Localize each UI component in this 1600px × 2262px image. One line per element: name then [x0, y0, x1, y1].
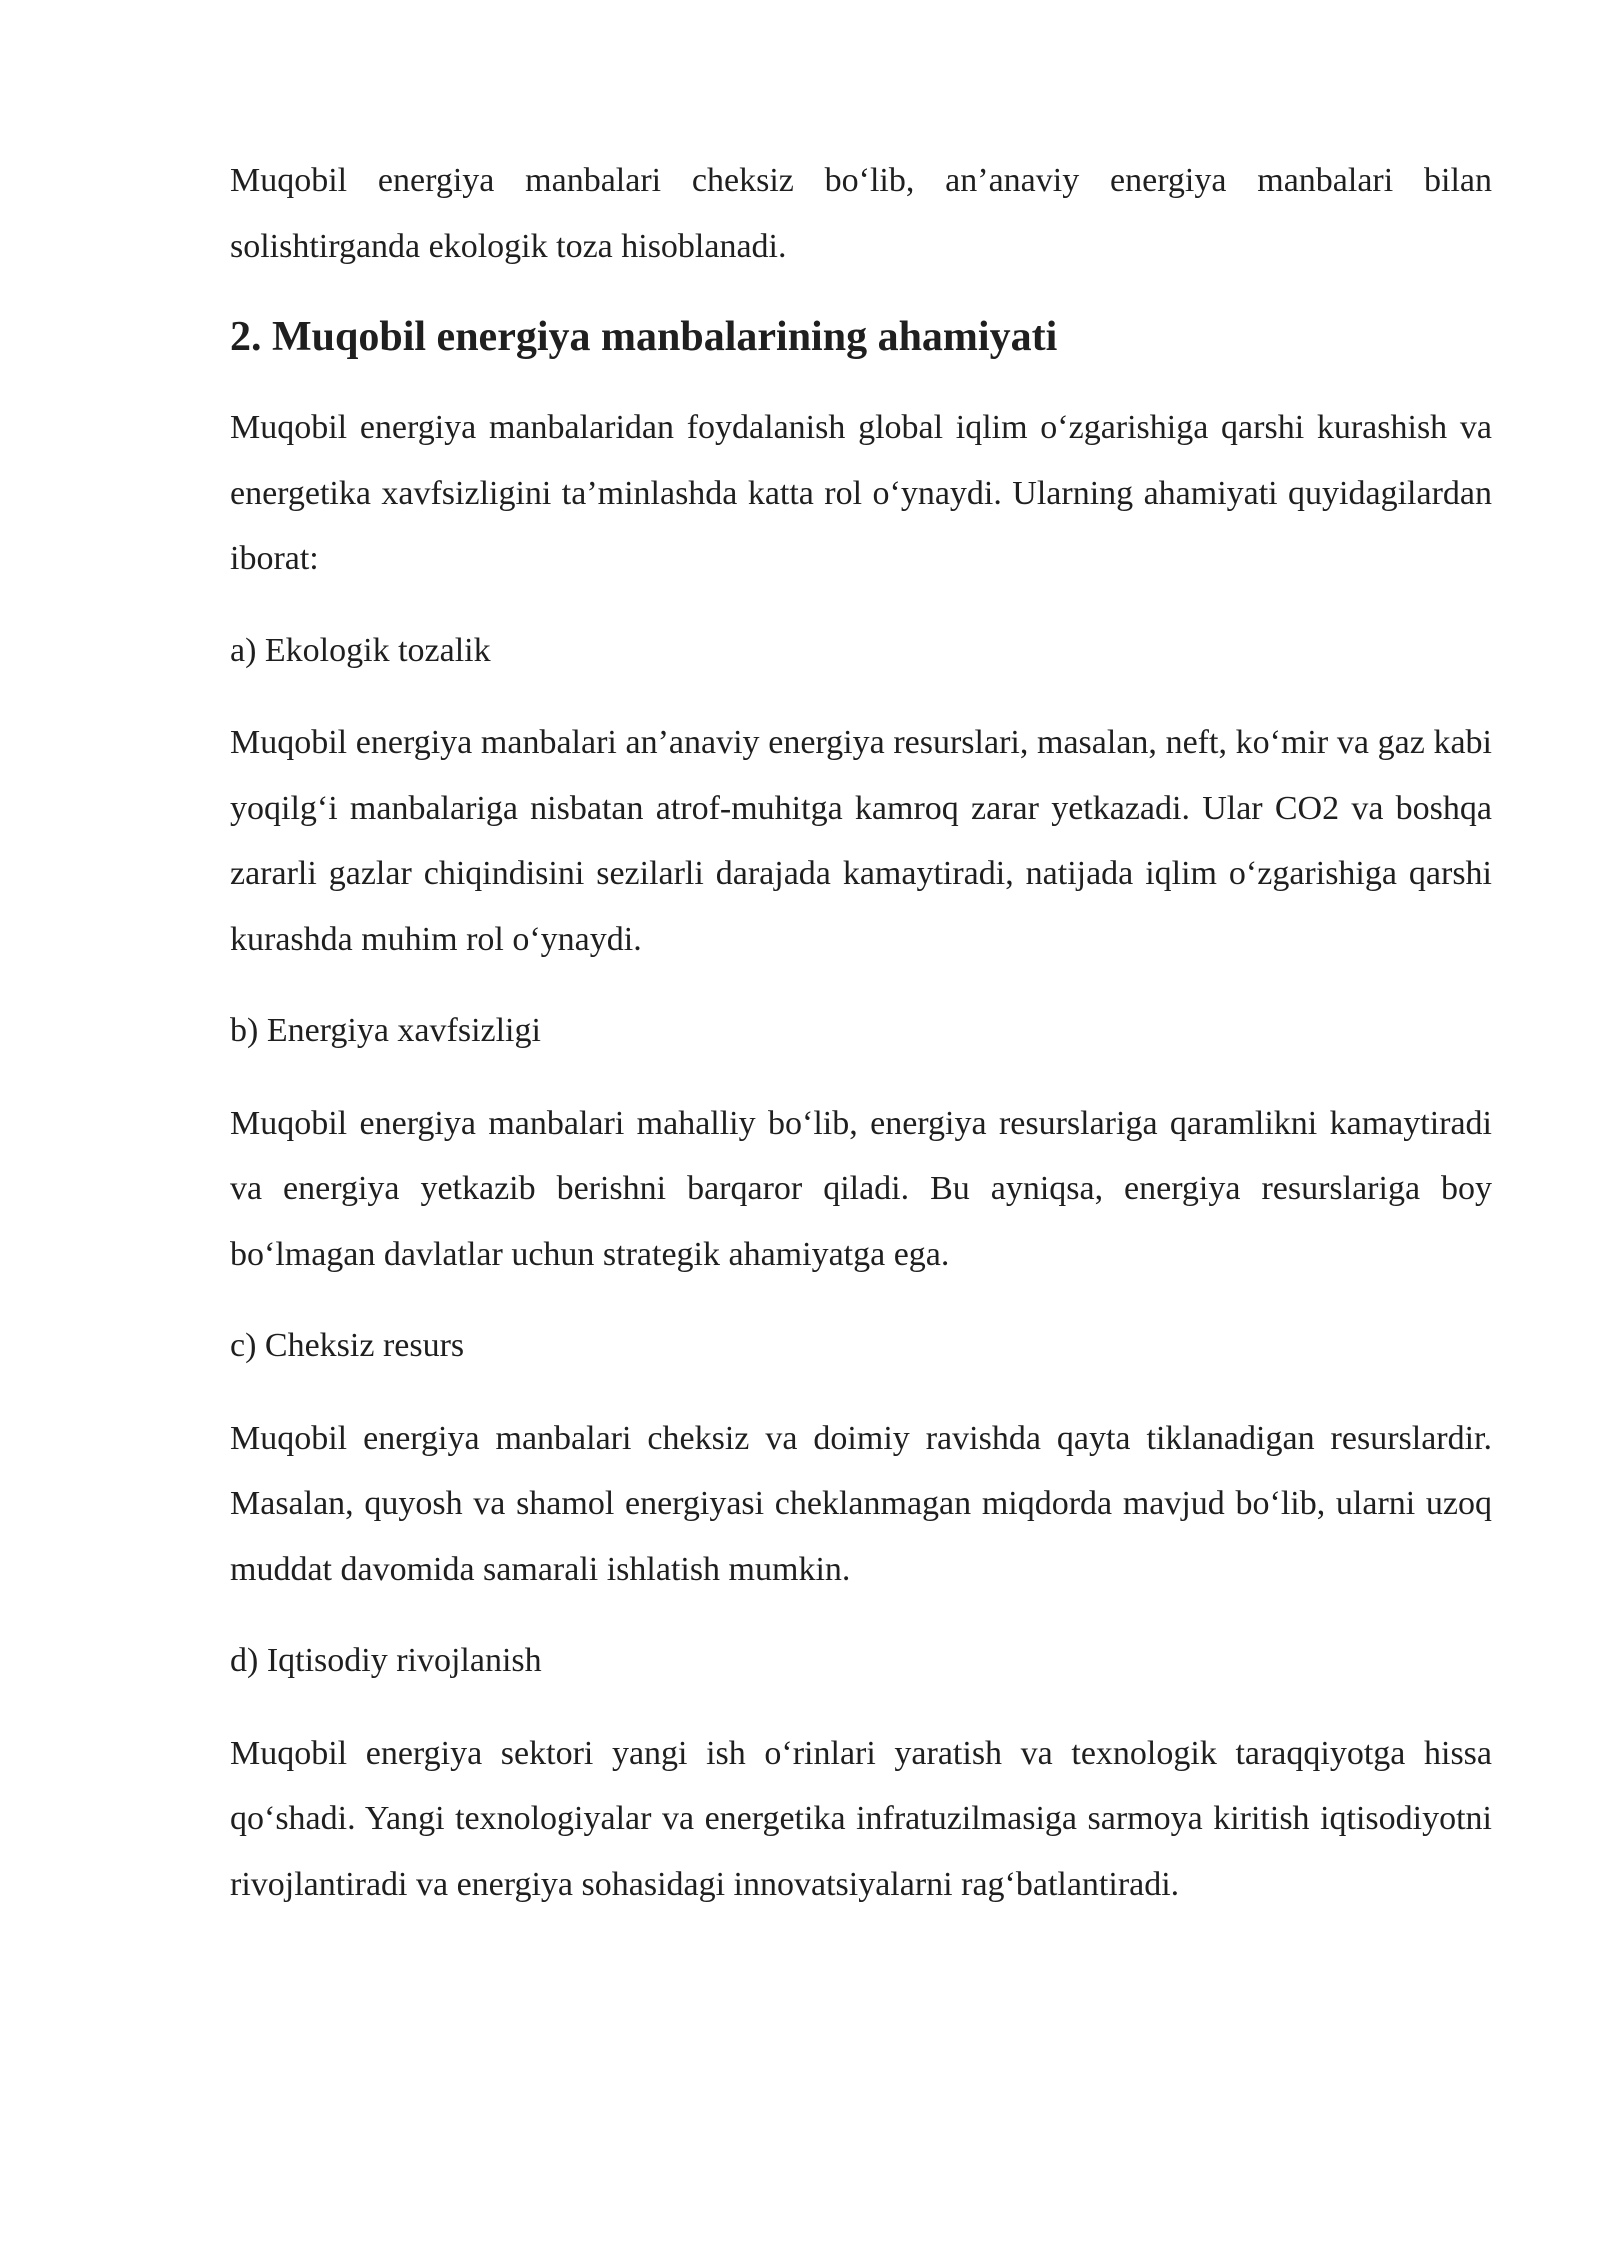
paragraph-ecology: Muqobil energiya manbalari an’anaviy energiya resurslari, masalan, neft, ko‘mir va gaz kabi yoqilg‘i manbalariga nisbatan atrof-muhitga kamroq zarar yetkazadi. Ular CO2 va boshqa zararli gazlar chiqindisini sezilarli darajada kamaytiradi, natijada iqlim o‘zgarishiga qarshi kurashda muhim rol o‘ynaydi. [230, 724, 1492, 958]
intro-paragraph: Muqobil energiya manbalari cheksiz bo‘lib, an’anaviy energiya manbalari bilan solishtirganda ekologik toza hisoblanadi. [230, 162, 1492, 265]
paragraph-energy-security: Muqobil energiya manbalari mahalliy bo‘lib, energiya resurslariga qaramlikni kamaytiradi va energiya yetkazib berishni barqaror qiladi. Bu ayniqsa, energiya resurslariga boy bo‘lmagan davlatlar uchun strategik ahamiyatga ega. [230, 1104, 1492, 1273]
lead-paragraph: Muqobil energiya manbalaridan foydalanish global iqlim o‘zgarishiga qarshi kurashish va energetika xavfsizligini ta’minlashda katta rol o‘ynaydi. Ularning ahamiyati quyidagilardan iborat: [230, 409, 1492, 577]
section-heading: 2. Muqobil energiya manbalarining ahamiyati [230, 314, 1058, 360]
paragraph-unlimited-resource: Muqobil energiya manbalari cheksiz va doimiy ravishda qayta tiklanadigan resurslardir. Masalan, quyosh va shamol energiyasi cheklanmagan miqdorda mavjud bo‘lib, ularni uzoq muddat davomida samarali ishlatish mumkin. [230, 1419, 1492, 1588]
paragraph-economic-development: Muqobil energiya sektori yangi ish o‘rinlari yaratish va texnologik taraqqiyotga hissa qo‘shadi. Yangi texnologiyalar va energetika infratuzilmasiga sarmoya kiritish iqtisodiyotni rivojlantiradi va energiya sohasidagi innovatsiyalarni rag‘batlantiradi. [230, 1734, 1492, 1903]
subheading-economic-development: d) Iqtisodiy rivojlanish [230, 1642, 542, 1679]
subheading-unlimited-resource: c) Cheksiz resurs [230, 1327, 465, 1364]
document-page [230, 148, 1492, 1917]
subheading-ecology: a) Ekologik tozalik [230, 631, 491, 669]
subheading-energy-security: b) Energiya xavfsizligi [230, 1012, 541, 1049]
